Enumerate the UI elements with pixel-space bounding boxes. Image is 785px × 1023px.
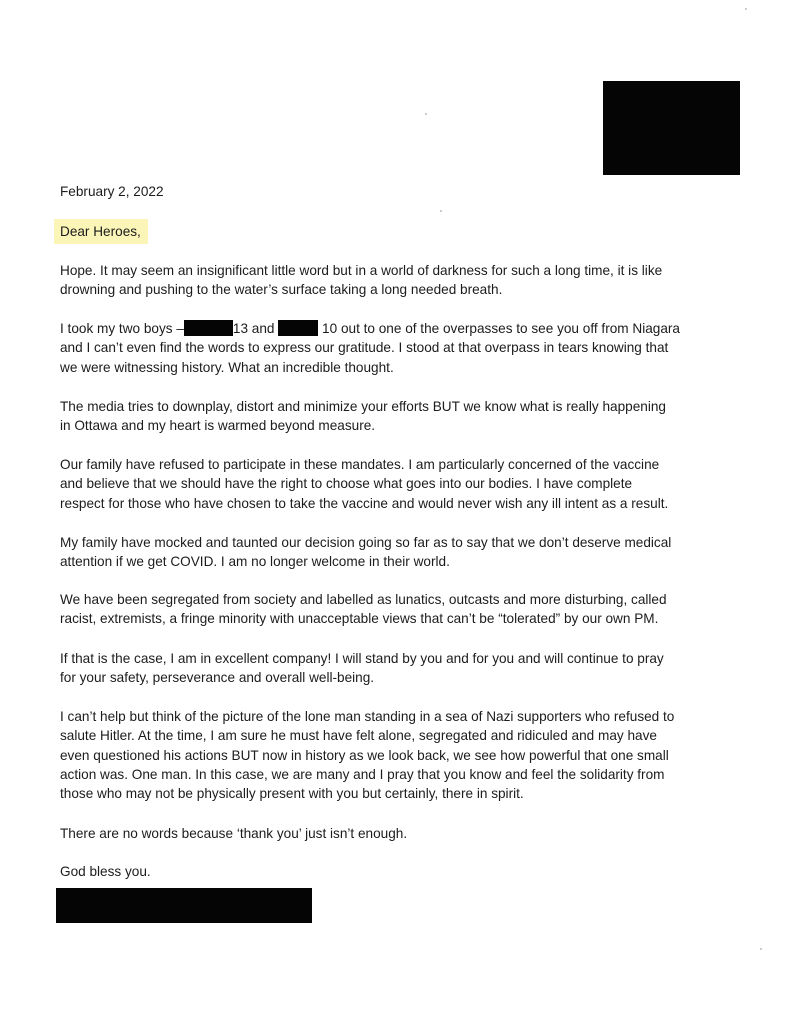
text-line: racist, extremists, a fringe minority with unacceptable views that can’t be “tolerated” by our own PM. [60,611,659,627]
text-line: those who may not be physically present with you but certainly, there in spirit. [60,786,524,802]
text-line [60,319,740,338]
paragraph-media [60,397,740,436]
text-line: in Ottawa and my heart is warmed beyond measure. [60,418,376,434]
text-line: We have been segregated from society and labelled as lunatics, outcasts and more disturbing, called [60,592,667,607]
text-line: The media tries to downplay, distort and minimize your efforts BUT we know what is really happening [60,399,666,414]
letter-greeting: Dear Heroes, [54,219,148,244]
paragraph-company [60,649,740,688]
text-fragment: 13 and [232,321,275,336]
redacted-signature [56,888,312,923]
paragraph-mandates [60,455,740,513]
text-fragment: 10 out to one of the overpasses to see you off from Niagara [322,321,680,336]
paragraph-lone-man [60,707,740,803]
scan-speck [425,113,427,115]
sign-off: God bless you. [60,864,151,879]
paragraph-overpass [60,319,740,377]
text-line: for your safety, perseverance and overall well-being. [60,670,375,686]
redacted-name [184,320,233,336]
text-line: drowning and pushing to the water’s surface taking a long needed breath. [60,282,503,298]
text-line: salute Hitler. At the time, I am sure he must have felt alone, segregated and ridiculed and may have [60,728,657,744]
text-line: and I can’t even find the words to express our gratitude. I stood at that overpass in tears knowing that [60,340,669,356]
text-line: we were witnessing history. What an incredible thought. [60,359,394,375]
paragraph-hope [60,261,740,300]
text-line: respect for those who have chosen to take the vaccine and would never wish any ill intent as a result. [60,495,669,511]
text-line: I can’t help but think of the picture of the lone man standing in a sea of Nazi supporters who refused to [60,709,675,724]
text-line: and believe that we should have the right to choose what goes into our bodies. I have complete [60,476,633,492]
text-line: If that is the case, I am in excellent company! I will stand by you and for you and will continue to pray [60,651,664,666]
scan-speck [760,948,762,950]
redacted-letterhead [603,81,740,175]
text-line: even questioned his actions BUT now in history as we look back, we see how powerful that one small [60,747,669,763]
text-line: Hope. It may seem an insignificant little word but in a world of darkness for such a long time, it is like [60,263,663,278]
letter-date: February 2, 2022 [60,184,164,199]
closing-line: There are no words because ‘thank you’ just isn’t enough. [60,826,408,841]
text-line: attention if we get COVID. I am no longer welcome in their world. [60,554,450,570]
text-fragment: I took my two boys – [60,321,184,336]
text-line: action was. One man. In this case, we are many and I pray that you know and feel the solidarity from [60,766,665,782]
text-line: Our family have refused to participate in these mandates. I am particularly concerned of the vaccine [60,457,660,472]
paragraph-segregated [60,590,740,629]
paragraph-family [60,533,740,572]
scan-speck [440,210,442,212]
redacted-name [278,320,318,336]
scan-speck [745,8,747,10]
text-line: My family have mocked and taunted our decision going so far as to say that we don’t deserve medical [60,535,672,550]
